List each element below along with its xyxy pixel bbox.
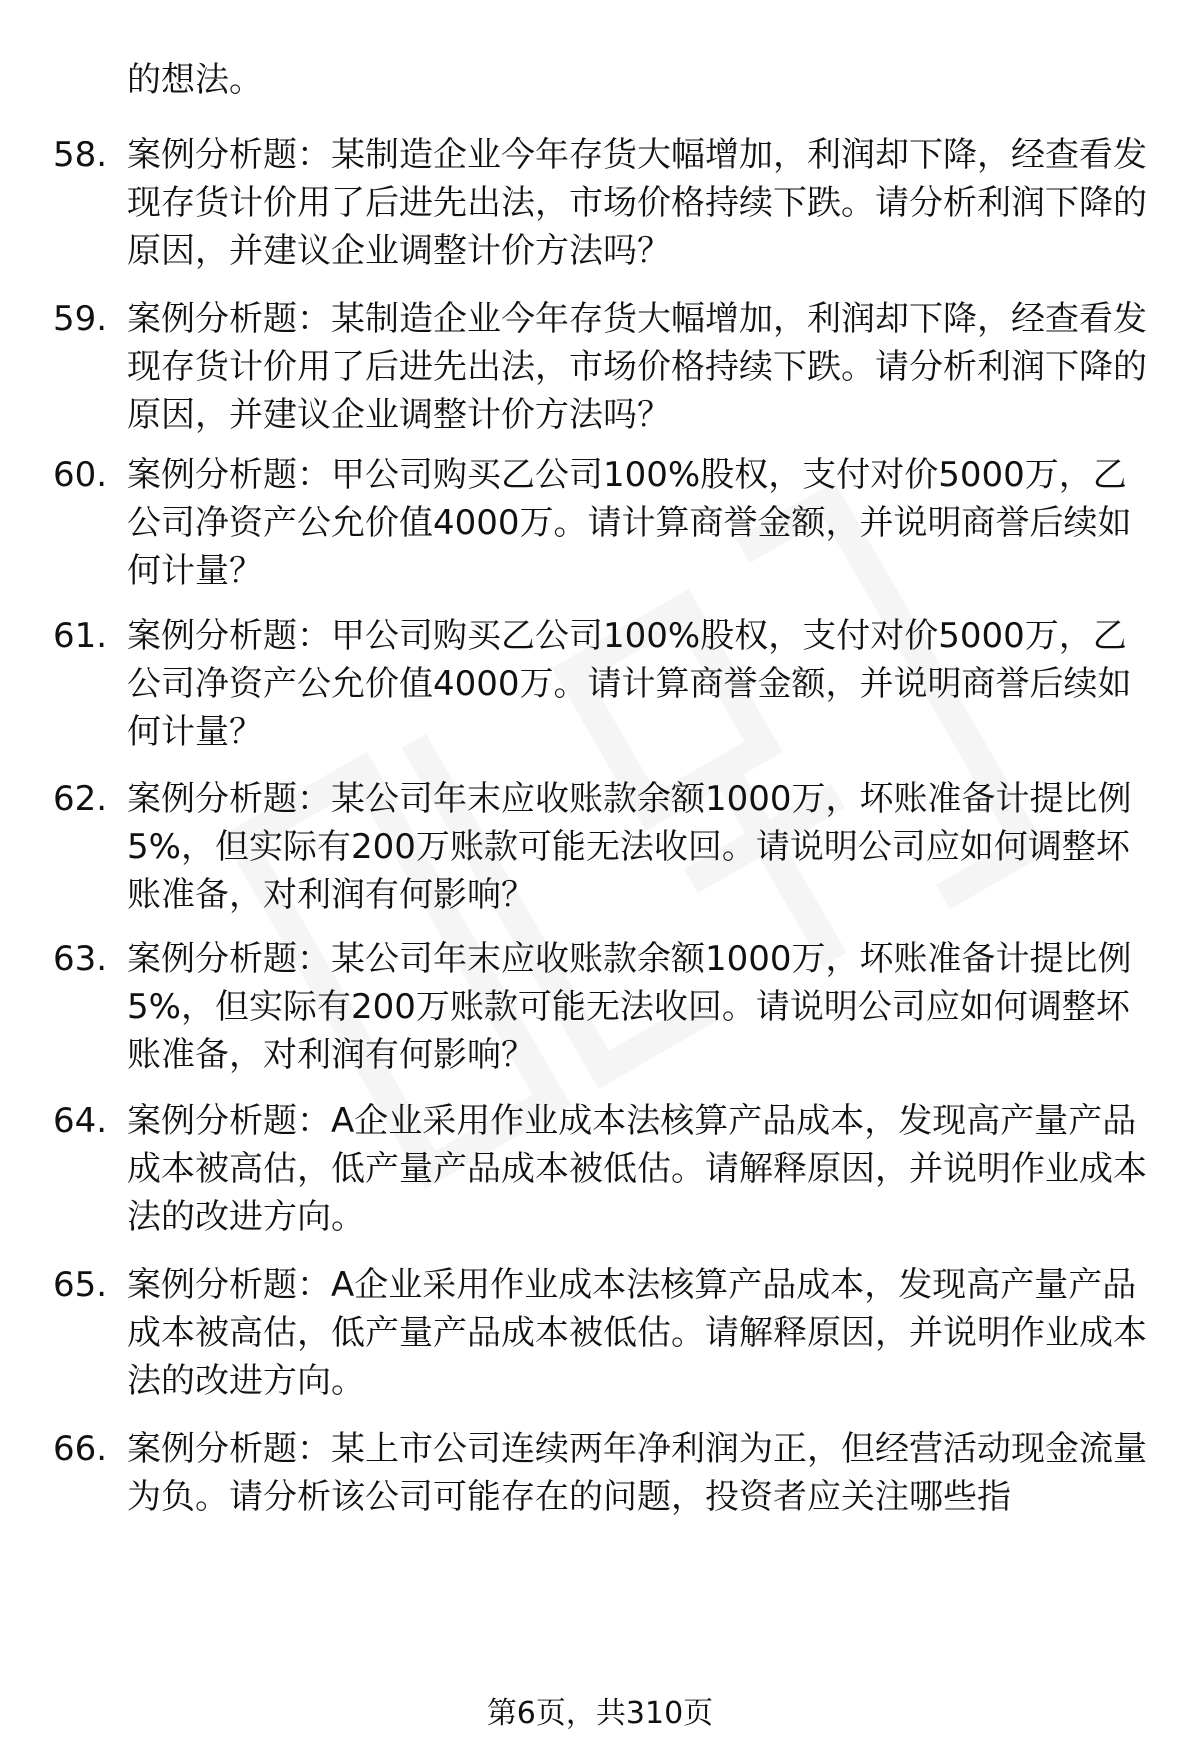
question-number: 65. xyxy=(53,1265,108,1305)
question-item xyxy=(0,775,1200,919)
question-text: 案例分析题：甲公司购买乙公司100%股权，支付对价5000万，乙公司净资产公允价值4000万。请计算商誉金额，并说明商誉后续如何计量？ xyxy=(127,455,1132,591)
question-item xyxy=(0,131,1200,275)
question-item xyxy=(0,451,1200,595)
question-item xyxy=(0,612,1200,756)
question-number: 60. xyxy=(53,455,108,495)
question-number: 58. xyxy=(53,135,108,175)
page-footer: 第6页，共310页 xyxy=(486,1696,714,1731)
question-text: 案例分析题：某制造企业今年存货大幅增加，利润却下降，经查看发现存货计价用了后进先出法，市场价格持续下跌。请分析利润下降的原因，并建议企业调整计价方法吗？ xyxy=(127,135,1147,271)
question-text: 案例分析题：A企业采用作业成本法核算产品成本，发现高产量产品成本被高估，低产量产品成本被低估。请解释原因，并说明作业成本法的改进方向。 xyxy=(127,1265,1147,1401)
question-text: 案例分析题：某公司年末应收账款余额1000万，坏账准备计提比例5%，但实际有200万账款可能无法收回。请说明公司应如何调整坏账准备，对利润有何影响？ xyxy=(127,779,1132,915)
continuation-text: 的想法。 xyxy=(127,60,263,100)
question-item xyxy=(0,1425,1200,1521)
question-item xyxy=(0,935,1200,1079)
question-text: 案例分析题：某上市公司连续两年净利润为正，但经营活动现金流量为负。请分析该公司可能存在的问题，投资者应关注哪些指 xyxy=(127,1429,1147,1517)
question-item xyxy=(0,1261,1200,1405)
question-number: 63. xyxy=(53,939,108,979)
question-number: 59. xyxy=(53,299,108,339)
question-number: 64. xyxy=(53,1101,108,1141)
question-text: 案例分析题：某制造企业今年存货大幅增加，利润却下降，经查看发现存货计价用了后进先出法，市场价格持续下跌。请分析利润下降的原因，并建议企业调整计价方法吗？ xyxy=(127,299,1147,435)
question-number: 62. xyxy=(53,779,108,819)
question-item xyxy=(0,1097,1200,1241)
question-item xyxy=(0,295,1200,439)
question-text: 案例分析题：A企业采用作业成本法核算产品成本，发现高产量产品成本被高估，低产量产品成本被低估。请解释原因，并说明作业成本法的改进方向。 xyxy=(127,1101,1147,1237)
question-text: 案例分析题：甲公司购买乙公司100%股权，支付对价5000万，乙公司净资产公允价值4000万。请计算商誉金额，并说明商誉后续如何计量？ xyxy=(127,616,1132,752)
question-number: 61. xyxy=(53,616,108,656)
question-number: 66. xyxy=(53,1429,108,1469)
question-text: 案例分析题：某公司年末应收账款余额1000万，坏账准备计提比例5%，但实际有200万账款可能无法收回。请说明公司应如何调整坏账准备，对利润有何影响？ xyxy=(127,939,1132,1075)
